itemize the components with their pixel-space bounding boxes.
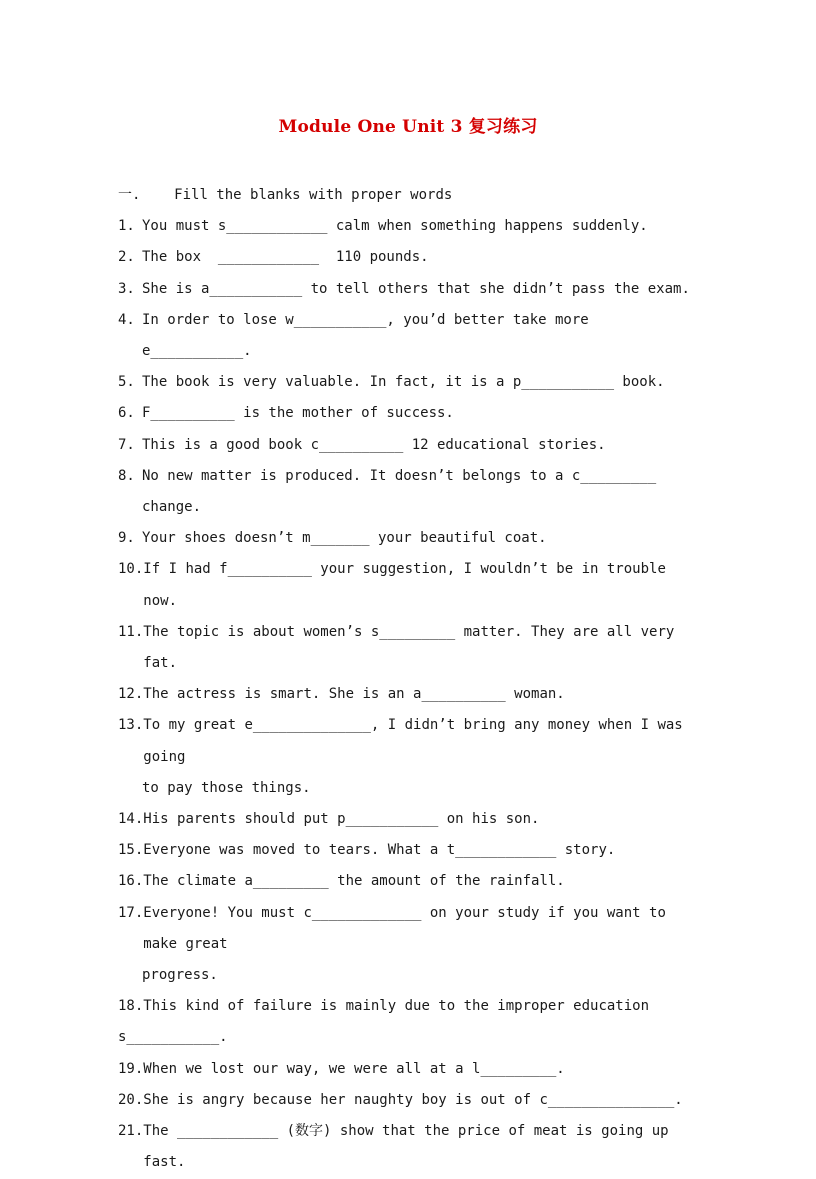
question-text: The box ____________ 110 pounds.: [142, 249, 429, 266]
question-item-4: [118, 305, 698, 367]
question-continuation: to pay those things.: [142, 779, 311, 796]
question-item-20: [118, 1085, 698, 1116]
question-item-16: [118, 866, 698, 897]
question-item-9: [118, 523, 698, 554]
question-item-13: [118, 710, 698, 772]
question-number: 16.: [118, 873, 144, 890]
question-item-8: [118, 461, 698, 523]
question-number: 11.: [118, 623, 144, 640]
question-number: 7.: [118, 436, 135, 453]
question-wrap-line: s___________.: [118, 1029, 228, 1046]
question-number: 6.: [118, 405, 135, 422]
question-item-19: [118, 1054, 698, 1085]
question-text: The actress is smart. She is an a__________ woman.: [143, 686, 565, 703]
question-item-3: [118, 274, 698, 305]
question-number: 8.: [118, 467, 135, 484]
exercise-content: [118, 180, 698, 1179]
question-item-14: [118, 804, 698, 835]
question-item-6: [118, 398, 698, 429]
section-number: 一.: [118, 187, 141, 203]
question-number: 9.: [118, 530, 135, 547]
question-number: 15.: [118, 842, 144, 859]
question-number: 5.: [118, 374, 135, 391]
question-text: The ____________ (数字) show that the price of meat is going up fast.: [143, 1123, 678, 1171]
question-number: 12.: [118, 686, 144, 703]
question-item-2: [118, 242, 698, 273]
question-text: This is a good book c__________ 12 educational stories.: [142, 436, 606, 453]
question-text: When we lost our way, we were all at a l_________.: [143, 1060, 565, 1077]
question-text: The book is very valuable. In fact, it is a p___________ book.: [142, 374, 665, 391]
question-text: No new matter is produced. It doesn’t belongs to a c_________ change.: [142, 467, 665, 516]
question-number: 10.: [118, 561, 144, 578]
question-number: 2.: [118, 249, 135, 266]
question-text: If I had f__________ your suggestion, I wouldn’t be in trouble now.: [143, 561, 675, 609]
question-text: In order to lose w___________, you’d better take more e___________.: [142, 311, 598, 360]
question-text: You must s____________ calm when something happens suddenly.: [142, 218, 648, 235]
question-item-11: [118, 617, 698, 679]
question-number: 4.: [118, 311, 135, 328]
question-text: This kind of failure is mainly due to the improper education: [143, 998, 650, 1015]
page-title: Module One Unit 3 复习练习: [278, 117, 538, 137]
question-number: 1.: [118, 218, 135, 235]
question-number: 17.: [118, 904, 144, 921]
question-number: 13.: [118, 717, 144, 734]
question-text: The climate a_________ the amount of the rainfall.: [143, 873, 565, 890]
question-text: She is a___________ to tell others that she didn’t pass the exam.: [142, 280, 690, 297]
question-text: The topic is about women’s s_________ matter. They are all very fat.: [143, 623, 683, 672]
section-title: Fill the blanks with proper words: [174, 187, 453, 203]
question-number: 20.: [118, 1091, 144, 1108]
question-item-7: [118, 430, 698, 461]
question-item-1: [118, 211, 698, 242]
question-item-15: [118, 835, 698, 866]
question-text: Your shoes doesn’t m_______ your beautiful coat.: [142, 530, 547, 547]
question-number: 14.: [118, 811, 144, 828]
question-text: She is angry because her naughty boy is out of c_______________.: [143, 1091, 683, 1108]
question-item-12: [118, 679, 698, 710]
question-number: 18.: [118, 998, 144, 1015]
question-item-5: [118, 367, 698, 398]
question-number: 3.: [118, 280, 135, 297]
section-heading: [118, 180, 698, 211]
question-number: 19.: [118, 1060, 144, 1077]
question-item-10: [118, 554, 698, 616]
question-item-18: [118, 991, 698, 1022]
question-item-21: [118, 1116, 698, 1178]
question-item-17: [118, 898, 698, 960]
question-text: F__________ is the mother of success.: [142, 405, 454, 422]
question-text: His parents should put p___________ on his son.: [143, 811, 540, 828]
question-number: 21.: [118, 1123, 144, 1140]
question-text: Everyone! You must c_____________ on your study if you want to make great: [143, 904, 675, 952]
question-continuation: progress.: [142, 967, 218, 984]
question-text: To my great e______________, I didn’t bring any money when I was going: [143, 717, 692, 765]
question-text: Everyone was moved to tears. What a t____________ story.: [143, 842, 616, 859]
